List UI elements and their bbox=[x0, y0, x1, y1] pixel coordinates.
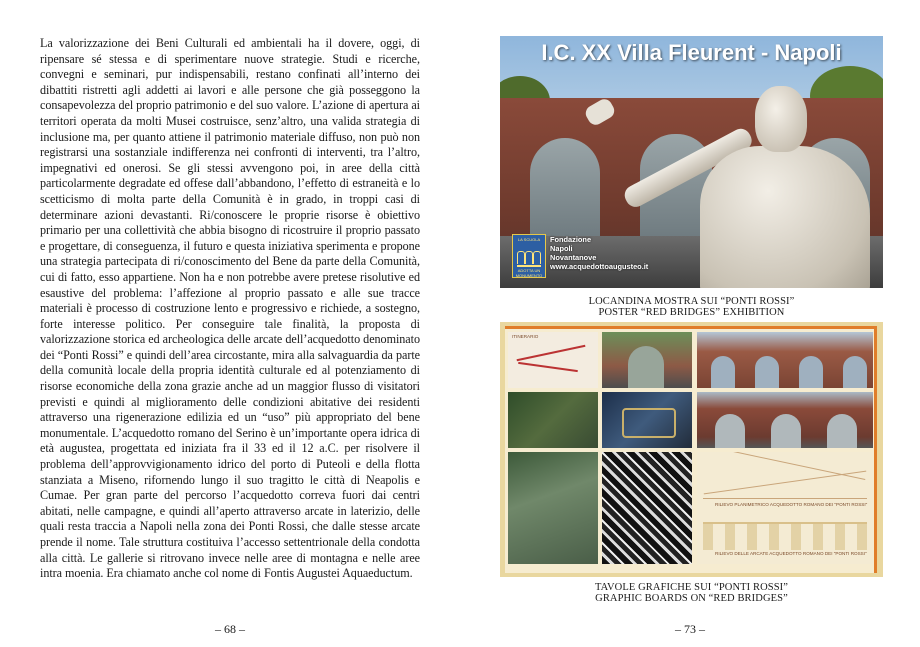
city-map-tile bbox=[602, 452, 692, 564]
boards-caption bbox=[500, 582, 883, 604]
foundation-line: Napoli bbox=[550, 244, 573, 253]
exhibition-poster bbox=[500, 36, 883, 288]
body-paragraph: La valorizzazione dei Beni Culturali ed ambientali ha il dovere, oggi, di ripensare sé stessa e di sperimentare nuove strategie. Studi e ricerche, convegni e seminari, pur indispensabili, restano confinati all’interno dei dibattiti ristretti agli addetti ai lavori e alle persone che già posseggono la consapevolezza del proprio patrimonio e del suo valore. L’azione di apertura ai territori operata da molti Musei costruisce, senz’altro, una valida strategia di inclusione ma, per quanto attiene il patrimonio materiale diffuso, non può non registrarsi una sostanziale indifferenza nei confronti di interventi, tra l’altro, impegnativi ed onerosi. Se gli stessi avvengono poi, in aree della città particolarmente degradate ed offese dall’abbandono, l’effetto di estraneità e lo scetticismo di molta parte della Comunità è in grado, in troppi casi di determinare azioni devastanti. Ri/conoscere le proprie risorse è obiettivo primario per una collettività che abbia bisogno di ricostruire il proprio passato e progettare, di conseguenza, il futuro e questa iniziativa sperimenta e propone una strategia partecipata di ri/conoscimento del Bene da parte della Comunità, cui di fatto, esso appartiene. Non ha e non potrebbe avere pretese risolutive ed esaustive del problema: l’affezione al proprio passato e alle sue tracce materiali è processo di costruzione lento e progressivo e richiede, a sostegno, forte interesse politico. Per conseguire tale finalità, la proposta di valorizzazione storica ed archeologica delle arcate dell’acquedotto denominato dei “Ponti Rossi” e quindi dell’area circostante, mira alla salvaguardia da parte della comunità locale della propria identità culturale ed al potenziamento di risorse economiche della zona grazie anche ad un maggior flusso di visitatori previsti e quindi al miglioramento delle condizioni abitative dei residenti attraverso una rigenerazione edilizia ed un “uso” più appropriato del bene monumentale. L’acquedotto romano del Serino è un’importante opera idrica di età augustea, progettata ed iniziata fra il 33 ed il 12 a.C. per risolvere il problema dell’approvvigionamento idrico del porto di Puteoli e della flotta stanziata a Miseno, rifornendo lungo il suo tragitto le città di Neapolis e Cumae. Per gran parte del percorso l’acquedotto correva fuori dai centri abitati, nelle campagne, e quindi all’aperto attraverso arcate in laterizio, delle quali resta traccia a Napoli nella zona dei Ponti Rossi, che dalle stesse arcate prende il nome. Tale struttura costituiva l’accesso settentrionale della condotta alla città. Le gallerie si ritrovano invece nelle aree di montagna e nelle aree intra moenia. Era chiamato anche col nome di Fontis Augustei Aquaeductum. bbox=[40, 36, 420, 581]
school-logo bbox=[512, 234, 546, 278]
right-page bbox=[460, 0, 920, 647]
aqueduct-street-tile bbox=[697, 392, 873, 448]
foundation-line: Novantanove bbox=[550, 253, 597, 262]
itinerary-map-tile bbox=[508, 332, 598, 388]
tile-label: ITINERARIO bbox=[512, 334, 539, 339]
augustus-statue-head bbox=[755, 86, 807, 152]
poster-caption-en: POSTER “RED BRIDGES” EXHIBITION bbox=[598, 307, 785, 318]
augustus-statue bbox=[700, 146, 870, 288]
aqueduct-photo-tile bbox=[602, 332, 692, 388]
foundation-website: www.acquedottoaugusteo.it bbox=[550, 262, 649, 271]
boards-caption-it: TAVOLE GRAFICHE SUI “PONTI ROSSI” bbox=[594, 582, 789, 593]
board-frame bbox=[505, 326, 877, 573]
graphic-boards bbox=[500, 322, 883, 577]
satellite-view-tile bbox=[508, 452, 598, 564]
page-number-left: – 68 – bbox=[215, 622, 245, 636]
foundation-line: Fondazione bbox=[550, 235, 592, 244]
tile-label: RILIEVO PLANIMETRICO ACQUEDOTTO ROMANO DEI "PONTI ROSSI" bbox=[715, 502, 868, 507]
aqueduct-panorama-tile bbox=[697, 332, 873, 388]
night-aerial-tile bbox=[602, 392, 692, 448]
survey-drawing-tile bbox=[697, 452, 873, 564]
tile-label: RILIEVO DELLE ARCATE ACQUEDOTTO ROMANO DEI "PONTI ROSSI" bbox=[715, 551, 867, 556]
aerial-photo-tile bbox=[508, 392, 598, 448]
poster-caption bbox=[500, 296, 883, 318]
poster-title: I.C. XX Villa Fleurent - Napoli bbox=[541, 40, 842, 65]
logo-bottom-text: ADOTTA UN MONUMENTO bbox=[515, 268, 543, 278]
boards-caption-en: GRAPHIC BOARDS ON “RED BRIDGES” bbox=[595, 593, 788, 604]
poster-caption-it: LOCANDINA MOSTRA SUI “PONTI ROSSI” bbox=[588, 296, 795, 307]
arches-icon bbox=[517, 247, 541, 267]
page-number-right: – 73 – bbox=[675, 622, 705, 636]
board-accent bbox=[874, 326, 877, 573]
aqueduct-arch bbox=[530, 138, 600, 238]
board-accent bbox=[505, 326, 877, 329]
foundation-credit bbox=[512, 234, 697, 276]
foundation-text bbox=[550, 235, 648, 271]
logo-top-text: LA SCUOLA bbox=[517, 237, 541, 242]
